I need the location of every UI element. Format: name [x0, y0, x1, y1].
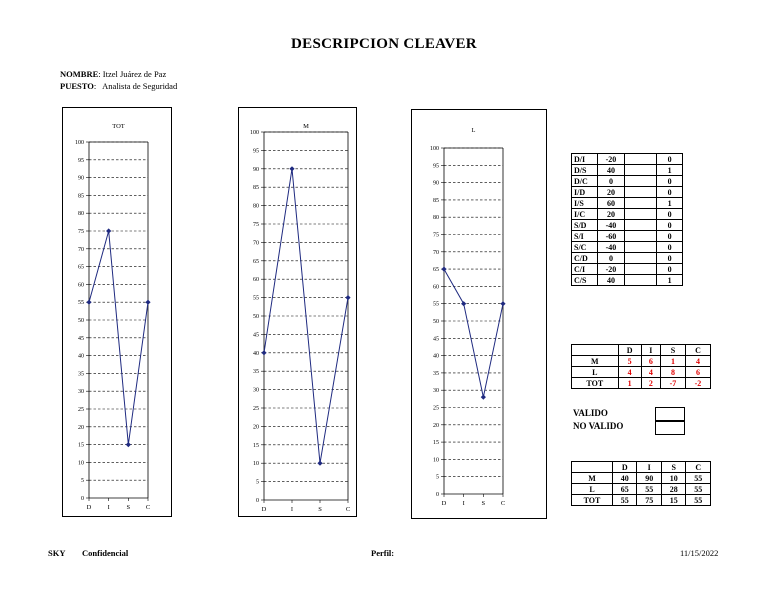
x-tick-label: S	[126, 504, 131, 511]
table-cell: 4	[618, 367, 641, 378]
y-tick-label: 40	[78, 353, 84, 360]
table-cell: S/C	[572, 242, 598, 253]
y-tick-label: 95	[253, 148, 259, 155]
x-tick-label: S	[318, 506, 322, 513]
table-cell: L	[572, 484, 613, 495]
y-tick-label: 5	[81, 478, 84, 485]
table-cell	[624, 176, 657, 187]
table-header-cell: C	[685, 345, 710, 356]
nombre-line: NOMBRE: Itzel Juárez de Paz	[60, 69, 167, 79]
table-cell: C/I	[572, 264, 598, 275]
table-row	[572, 275, 683, 286]
table-cell	[624, 165, 657, 176]
y-tick-label: 5	[436, 474, 439, 481]
y-tick-label: 75	[433, 232, 439, 239]
table-cell: 1	[660, 356, 685, 367]
table-header-row	[572, 462, 711, 473]
y-tick-label: 80	[433, 215, 439, 222]
table-cell: -20	[598, 154, 624, 165]
table-cell: -2	[685, 378, 710, 389]
l-chart-svg	[412, 110, 546, 518]
y-tick-label: 20	[253, 424, 259, 431]
table-cell: 55	[612, 495, 637, 506]
table-cell: 2	[641, 378, 660, 389]
chart-title: L	[471, 127, 476, 134]
data-point	[317, 461, 322, 466]
y-tick-label: 60	[78, 282, 84, 289]
table-cell: S/D	[572, 220, 598, 231]
table-cell: 0	[657, 209, 683, 220]
table-header-cell	[572, 462, 613, 473]
y-tick-label: 90	[78, 175, 84, 182]
y-tick-label: 70	[433, 249, 439, 256]
table-cell: 15	[661, 495, 686, 506]
table-cell	[624, 220, 657, 231]
data-point	[261, 350, 266, 355]
nombre-value: Itzel Juárez de Paz	[102, 69, 167, 79]
y-tick-label: 70	[253, 240, 259, 247]
table-cell: -20	[598, 264, 624, 275]
table-cell: 0	[657, 242, 683, 253]
y-tick-label: 30	[78, 389, 84, 396]
y-tick-label: 80	[253, 203, 259, 210]
table-cell	[624, 242, 657, 253]
table-row	[572, 165, 683, 176]
x-tick-label: D	[441, 500, 447, 507]
y-tick-label: 50	[78, 318, 84, 324]
y-tick-label: 70	[78, 246, 84, 253]
table-row	[572, 231, 683, 242]
x-tick-label: C	[345, 506, 351, 513]
y-tick-label: 90	[253, 166, 259, 173]
table-cell	[624, 198, 657, 209]
x-tick-label: C	[500, 500, 506, 507]
y-tick-label: 0	[81, 496, 84, 502]
table-cell: 0	[598, 176, 624, 187]
table-header-cell: S	[660, 345, 685, 356]
y-tick-label: 0	[436, 492, 439, 498]
table-row	[572, 198, 683, 209]
data-point	[345, 295, 350, 300]
y-tick-label: 80	[78, 211, 84, 218]
table-header-cell: C	[686, 462, 711, 473]
table-cell: 10	[661, 473, 686, 484]
table-cell: 5	[618, 356, 641, 367]
table-cell: 4	[641, 367, 660, 378]
y-tick-label: 50	[433, 319, 439, 325]
table-cell: 6	[641, 356, 660, 367]
series-line	[264, 169, 348, 463]
valido-box	[655, 407, 685, 421]
table-cell	[624, 264, 657, 275]
table-cell: 60	[598, 198, 624, 209]
data-point	[106, 228, 111, 233]
score-table	[571, 344, 711, 389]
y-tick-label: 55	[253, 295, 259, 302]
table-cell: 0	[657, 264, 683, 275]
y-tick-label: 10	[253, 461, 259, 468]
table-header-cell: S	[661, 462, 686, 473]
table-cell: TOT	[572, 495, 613, 506]
y-tick-label: 65	[253, 258, 259, 265]
m-chart	[238, 107, 357, 517]
y-tick-label: 20	[433, 422, 439, 429]
table-cell: 55	[686, 484, 711, 495]
table-cell: M	[572, 356, 619, 367]
data-point	[441, 267, 446, 272]
table-cell	[624, 187, 657, 198]
y-tick-label: 75	[78, 229, 84, 235]
y-tick-label: 35	[78, 371, 84, 378]
table-cell: 20	[598, 209, 624, 220]
table-row	[572, 264, 683, 275]
table-header-cell	[572, 345, 619, 356]
table-cell: 65	[612, 484, 637, 495]
y-tick-label: 30	[253, 387, 259, 394]
table-cell	[624, 275, 657, 286]
table-cell: 1	[618, 378, 641, 389]
table-cell: 0	[657, 231, 683, 242]
table-cell: 0	[657, 220, 683, 231]
table-cell: -60	[598, 231, 624, 242]
table-row	[572, 356, 711, 367]
y-tick-label: 25	[78, 407, 84, 413]
chart-title: M	[303, 123, 309, 130]
table-cell: C/D	[572, 253, 598, 264]
tot-chart	[62, 107, 172, 517]
y-tick-label: 95	[433, 163, 439, 170]
y-tick-label: 45	[433, 336, 439, 343]
table-cell: S/I	[572, 231, 598, 242]
valido-label: VALIDO	[573, 408, 608, 418]
table-cell: 75	[637, 495, 662, 506]
y-tick-label: 25	[433, 405, 439, 412]
table-cell: 0	[657, 253, 683, 264]
y-tick-label: 45	[253, 332, 259, 339]
table-row	[572, 154, 683, 165]
series-line	[444, 269, 503, 397]
table-row	[572, 495, 711, 506]
y-tick-label: 10	[78, 460, 84, 467]
table-cell: I/D	[572, 187, 598, 198]
table-row	[572, 176, 683, 187]
data-point	[500, 301, 505, 306]
table-cell: -40	[598, 220, 624, 231]
table-cell: 1	[657, 198, 683, 209]
l-chart	[411, 109, 547, 519]
table-row	[572, 253, 683, 264]
page-title: DESCRIPCION CLEAVER	[291, 36, 477, 52]
y-tick-label: 60	[433, 284, 439, 291]
y-tick-label: 85	[253, 185, 259, 192]
table-cell: 4	[685, 356, 710, 367]
table-cell: 1	[657, 165, 683, 176]
table-cell: 0	[657, 176, 683, 187]
table-cell: 55	[686, 495, 711, 506]
table-row	[572, 187, 683, 198]
pairs-table	[571, 153, 683, 286]
y-tick-label: 15	[78, 442, 84, 449]
table-cell: C/S	[572, 275, 598, 286]
table-cell: D/I	[572, 154, 598, 165]
table-cell: 40	[598, 165, 624, 176]
footer-confidential: Confidencial	[82, 548, 129, 558]
table-cell: 0	[598, 253, 624, 264]
y-tick-label: 35	[433, 370, 439, 377]
x-tick-label: C	[145, 504, 151, 511]
table-cell: -7	[660, 378, 685, 389]
y-tick-label: 30	[433, 388, 439, 395]
y-tick-label: 15	[253, 442, 259, 449]
puesto-line: PUESTO: Analista de Seguridad	[60, 81, 178, 91]
table-header-cell: D	[618, 345, 641, 356]
y-tick-label: 90	[433, 180, 439, 187]
y-tick-label: 45	[78, 335, 84, 342]
y-tick-label: 55	[78, 300, 84, 307]
table-header-cell: I	[637, 462, 662, 473]
table-cell: D/C	[572, 176, 598, 187]
table-cell: 90	[637, 473, 662, 484]
table-header-row	[572, 345, 711, 356]
puesto-value: Analista de Seguridad	[102, 81, 178, 91]
footer-date: 11/15/2022	[680, 548, 719, 558]
y-tick-label: 20	[78, 424, 84, 431]
puesto-label: PUESTO	[60, 81, 94, 91]
y-tick-label: 10	[433, 457, 439, 464]
x-tick-label: D	[86, 504, 92, 511]
y-tick-label: 100	[250, 130, 259, 136]
table-cell: L	[572, 367, 619, 378]
table-cell: 20	[598, 187, 624, 198]
table-cell: 8	[660, 367, 685, 378]
table-row	[572, 484, 711, 495]
table-cell: TOT	[572, 378, 619, 389]
y-tick-label: 5	[256, 479, 259, 486]
table-cell: 0	[657, 154, 683, 165]
table-cell	[624, 253, 657, 264]
table-row	[572, 220, 683, 231]
table-row	[572, 473, 711, 484]
y-tick-label: 100	[430, 146, 439, 152]
nombre-label: NOMBRE	[60, 69, 99, 79]
table-cell: 28	[661, 484, 686, 495]
table-row	[572, 209, 683, 220]
table-cell: I/C	[572, 209, 598, 220]
y-tick-label: 50	[253, 314, 259, 320]
data-point	[461, 301, 466, 306]
y-tick-label: 75	[253, 222, 259, 228]
y-tick-label: 25	[253, 406, 259, 412]
y-tick-label: 85	[78, 193, 84, 200]
chart-title: TOT	[112, 123, 125, 130]
table-cell	[624, 231, 657, 242]
y-tick-label: 35	[253, 369, 259, 376]
y-tick-label: 65	[433, 267, 439, 274]
table-cell: 55	[637, 484, 662, 495]
no-valido-label: NO VALIDO	[573, 421, 624, 431]
y-tick-label: 55	[433, 301, 439, 308]
table-row	[572, 378, 711, 389]
table-cell: I/S	[572, 198, 598, 209]
y-tick-label: 65	[78, 264, 84, 271]
table-cell: 40	[598, 275, 624, 286]
table-cell: 0	[657, 187, 683, 198]
table-cell: -40	[598, 242, 624, 253]
y-tick-label: 95	[78, 157, 84, 164]
y-tick-label: 0	[256, 498, 259, 504]
table-cell: 40	[612, 473, 637, 484]
y-tick-label: 85	[433, 197, 439, 204]
table-row	[572, 242, 683, 253]
x-tick-label: D	[261, 506, 267, 513]
data-point	[86, 300, 91, 305]
x-tick-label: I	[107, 504, 110, 511]
x-tick-label: S	[481, 500, 486, 507]
table-cell: M	[572, 473, 613, 484]
data-point	[481, 395, 486, 400]
no-valido-box	[655, 421, 685, 435]
data-point	[145, 300, 150, 305]
x-tick-label: I	[290, 506, 294, 513]
y-tick-label: 60	[253, 277, 259, 284]
m-chart-svg	[239, 108, 356, 516]
y-tick-label: 40	[433, 353, 439, 360]
table-cell: 6	[685, 367, 710, 378]
table-cell	[624, 209, 657, 220]
footer-company: SKY	[48, 548, 66, 558]
percent-table	[571, 461, 711, 506]
footer-perfil: Perfil:	[371, 548, 395, 558]
table-row	[572, 367, 711, 378]
y-tick-label: 40	[253, 350, 259, 357]
table-cell: 55	[686, 473, 711, 484]
tot-chart-svg	[63, 108, 171, 516]
table-cell	[624, 154, 657, 165]
table-header-cell: I	[641, 345, 660, 356]
y-tick-label: 15	[433, 440, 439, 447]
y-tick-label: 100	[75, 140, 84, 146]
x-tick-label: I	[462, 500, 465, 507]
data-point	[289, 166, 294, 171]
data-point	[126, 442, 131, 447]
table-header-cell: D	[612, 462, 637, 473]
table-cell: 1	[657, 275, 683, 286]
table-cell: D/S	[572, 165, 598, 176]
